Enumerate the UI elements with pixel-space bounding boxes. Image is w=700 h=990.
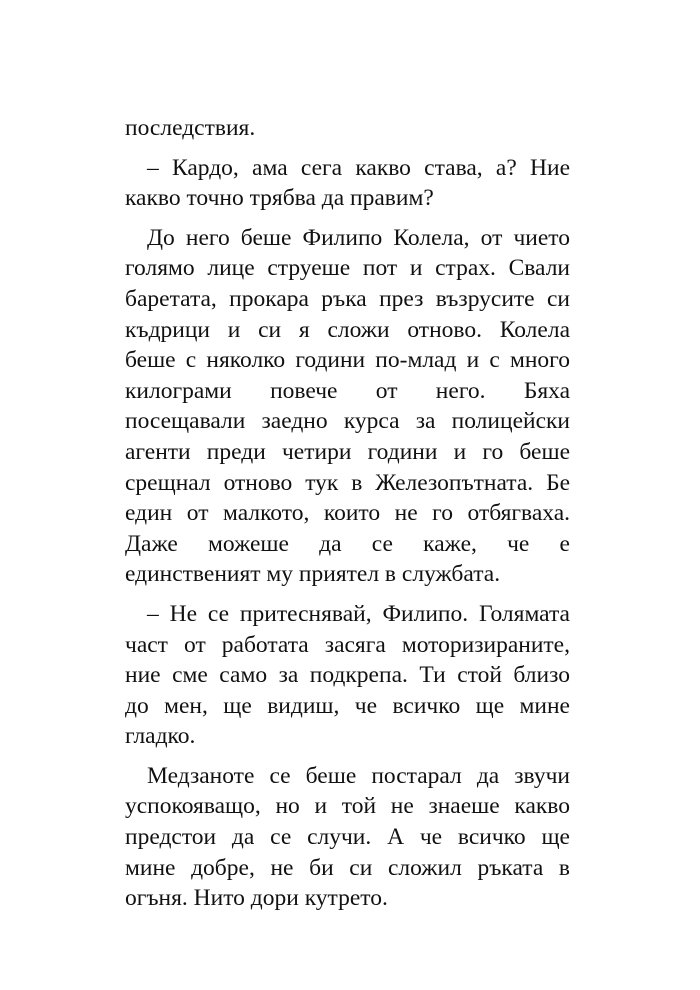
text-line: посещавали заедно курса за полицейски — [125, 408, 570, 435]
text-line: гладко. — [125, 723, 196, 750]
text-line: агенти преди четири години и го беше — [125, 438, 570, 465]
text-line: Даже можеше да се каже, че е — [125, 530, 570, 557]
text-line: Медзаноте се беше постарал да звучи — [147, 762, 570, 789]
text-line: огъня. Нито дори кутрето. — [125, 885, 388, 912]
text-line: ние сме само за подкрепа. Ти стой близо — [125, 662, 570, 689]
body-text — [125, 113, 570, 923]
paragraph — [125, 223, 570, 590]
text-line: единственият му приятел в службата. — [125, 561, 501, 588]
text-line: какво точно трябва да правим? — [125, 185, 434, 212]
text-line: голямо лице струеше пот и страх. Свали — [125, 255, 570, 282]
paragraph-dialogue — [125, 599, 570, 752]
text-line: беше с няколко години по-млад и с много — [125, 347, 570, 374]
text-line: мине добре, не би си сложил ръката в — [125, 854, 570, 881]
text-line: къдрици и си я сложи отново. Колела — [125, 316, 570, 343]
text-line: До него беше Филипо Колела, от чието — [147, 224, 570, 251]
text-line: успокояващо, но и той не знаеше какво — [125, 793, 570, 820]
text-line: баретата, прокара ръка през възрусите си — [125, 285, 570, 312]
text-line: срещнал отново тук в Железопътната. Бе — [125, 469, 570, 496]
paragraph — [125, 761, 570, 914]
text-line: последствия. — [125, 115, 256, 141]
text-line: един от малкото, които не го отбягваха. — [125, 500, 570, 527]
paragraph-dialogue — [125, 153, 570, 214]
text-line: предстои да се случи. А че всичко ще — [125, 824, 570, 851]
paragraph — [125, 113, 570, 144]
text-line: част от работата засяга моторизираните, — [125, 631, 570, 658]
text-line: – Кардо, ама сега какво става, а? Ние — [147, 154, 570, 181]
text-line: до мен, ще видиш, че всичко ще мине — [125, 692, 570, 719]
text-line: килограми повече от него. Бяха — [125, 377, 570, 404]
text-line: – Не се притеснявай, Филипо. Голямата — [147, 600, 570, 627]
